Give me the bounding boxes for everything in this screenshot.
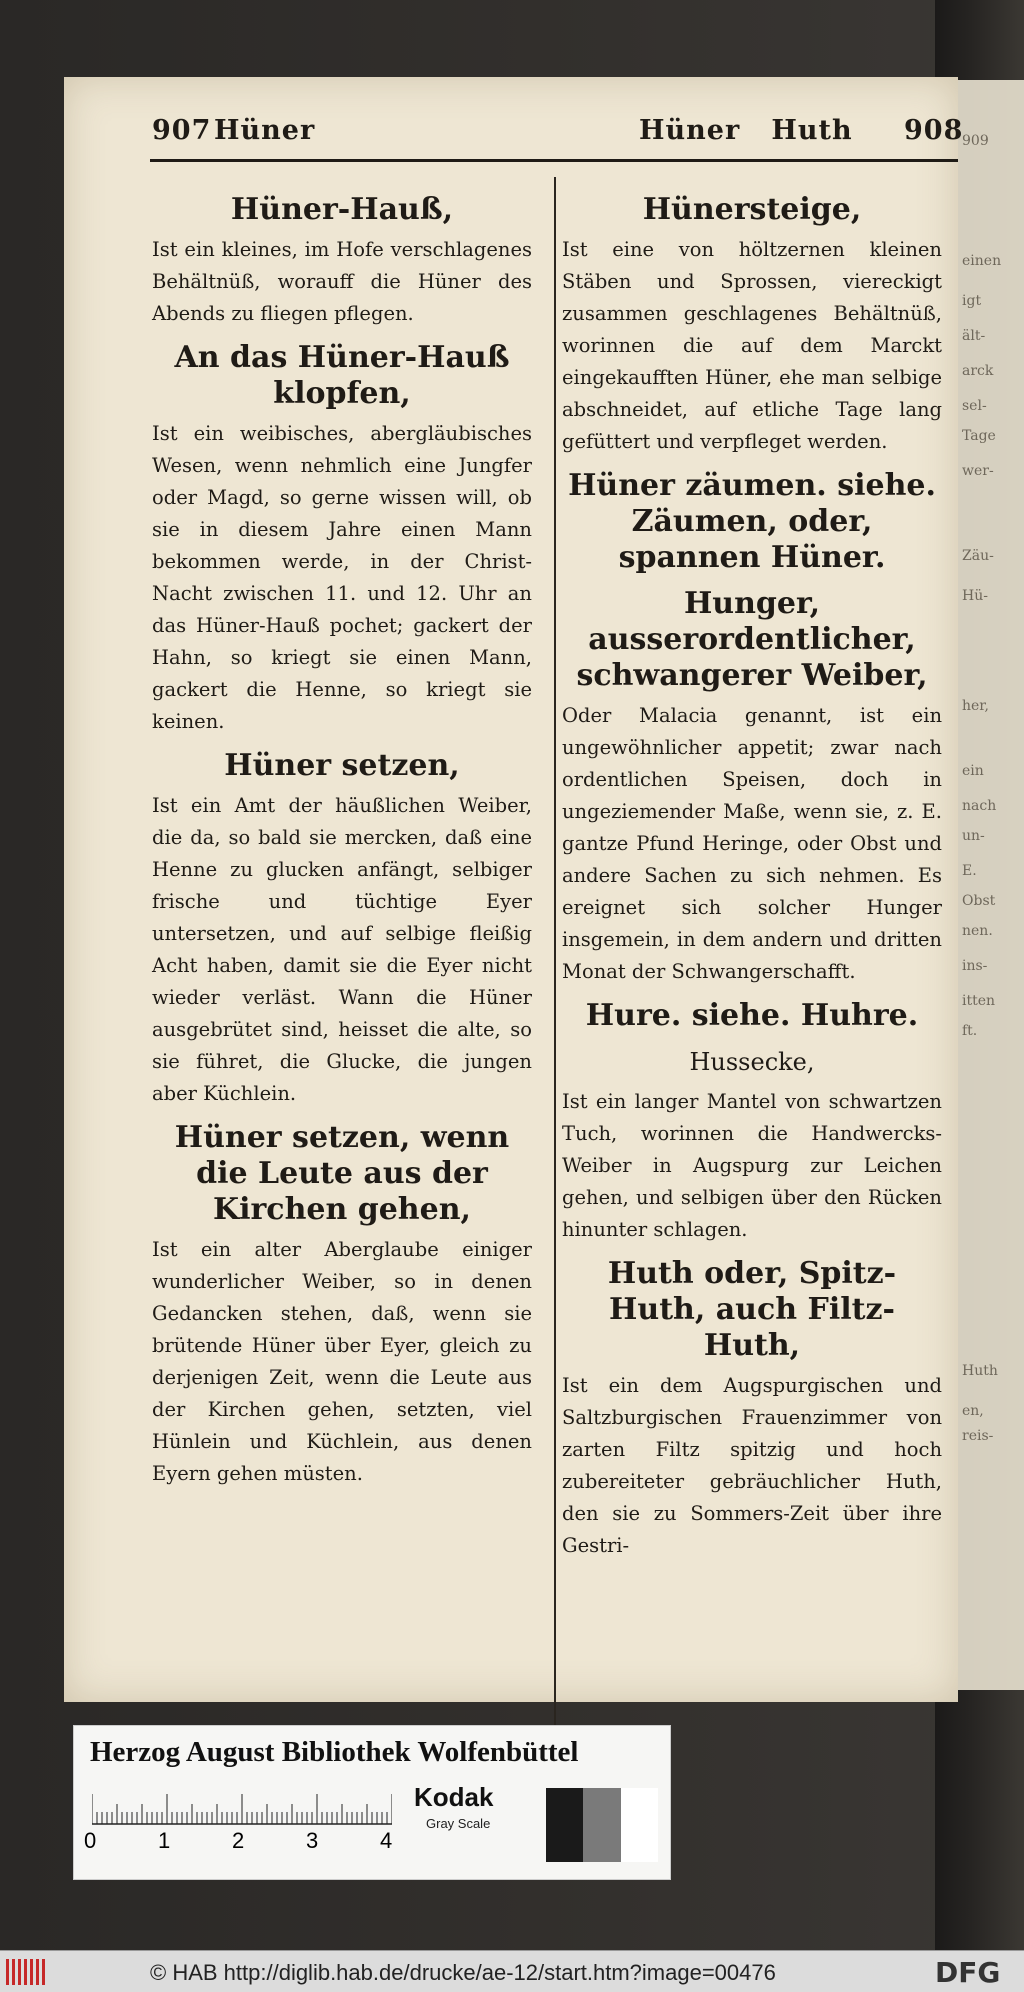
page-fragment: Hü- — [962, 588, 988, 604]
right-running-head: Hüner Huth — [639, 115, 853, 146]
library-color-target — [73, 1725, 671, 1880]
page-fragment: ins- — [962, 958, 988, 974]
page-fragment: Tage — [962, 428, 996, 444]
left-running-head: Hüner — [214, 115, 316, 146]
entry-text: Ist ein alter Aberglaube einiger wunderlicher Weiber, so in denen Gedancken stehen, daß, wenn sie brütende Hüner über Eyer, gleich zu derjenigen Zeit, wenn die Leute aus der Kirchen gehen, setzten, viel Hünlein und Küchlein, aus denen Eyern gehen müsten. — [152, 1238, 532, 1485]
ruler-scale — [92, 1786, 392, 1826]
page-fragment: Huth — [962, 1363, 998, 1379]
page-fragment: arck — [962, 363, 994, 379]
entry-heading: Hussecke, — [689, 1048, 815, 1076]
right-page-number: 908 — [904, 115, 964, 146]
page-fragment: en, — [962, 1403, 984, 1419]
book-page — [64, 77, 964, 1702]
swatch-black — [546, 1788, 583, 1862]
ruler-number: 1 — [158, 1828, 171, 1853]
page-fragment: ein — [962, 763, 984, 779]
page-fragment: her, — [962, 698, 989, 714]
gray-scale-label: Gray Scale — [426, 1816, 491, 1831]
entry-heading: Hure. siehe. Huhre. — [585, 998, 919, 1033]
header-rule — [150, 159, 958, 162]
entry-heading: Hünersteige, — [642, 192, 862, 227]
entry-heading: Hüner setzen, wenn die Leute aus der Kirchen gehen, — [174, 1120, 510, 1227]
entry-text: Ist ein weibisches, abergläubisches Wesen, wenn nehmlich eine Jungfer oder Magd, so gerne wissen will, ob sie in diesem Jahre einen Mann bekommen werde, in der Christ-Nacht zwischen 11. und 12. Uhr an das Hüner-Hauß pochet; gackert der Hahn, so kriegt sie einen Mann, gackert die Henne, so kriegt sie keinen. — [152, 422, 532, 733]
right-column — [562, 182, 942, 1568]
library-name: Herzog August Bibliothek Wolfenbüttel — [90, 1736, 579, 1768]
left-page-number: 907 — [152, 115, 212, 146]
entry-text: Ist eine von höltzernen kleinen Stäben und Sprossen, viereckigt zusammen geschlagenes Behältnüß, worinnen die auf dem Marckt eingekaufften Hüner, ehe man selbige abschneidet, auf etliche Tage lang gefüttert und verpfleget werden. — [562, 238, 942, 453]
page-fragment: igt — [962, 293, 982, 309]
kodak-brand: Kodak — [414, 1782, 494, 1812]
swatch-gray — [583, 1788, 620, 1862]
page-fragment: reis- — [962, 1428, 994, 1444]
entry-heading: Hüner setzen, — [224, 748, 460, 783]
footer-bar — [0, 1950, 1024, 1992]
column-divider — [554, 177, 556, 1737]
page-fragment: 909 — [962, 133, 989, 149]
entry-text: Ist ein Amt der häußlichen Weiber, die da, so bald sie mercken, daß eine Henne zu glucken anfängt, selbiger frische und tüchtige Eyer untersetzen, und auf selbige fleißig Acht haben, damit sie die Eyer nicht wieder verläst. Wann die Hüner ausgebrütet sind, heisset die alte, so sie führet, die Glucke, die jungen aber Küchlein. — [152, 794, 532, 1105]
entry-text: Ist ein langer Mantel von schwartzen Tuch, worinnen die Handwercks-Weiber in Augspurg zur Leichen gehen, und selbigen über den Rücken hinunter schlagen. — [562, 1090, 942, 1241]
entry-heading: Hüner-Hauß, — [230, 192, 454, 227]
entry-heading: Huth oder, Spitz-Huth, auch Filtz-Huth, — [607, 1256, 897, 1363]
footer-url[interactable]: © HAB http://diglib.hab.de/drucke/ae-12/start.htm?image=00476 — [150, 1960, 776, 1985]
gray-swatches — [546, 1788, 658, 1862]
entry-text: Ist ein kleines, im Hofe verschlagenes Behältnüß, worauff die Hüner des Abends zu fliegen pflegen. — [152, 238, 532, 325]
left-column — [152, 182, 532, 1496]
entry-heading: Hüner zäumen. siehe. Zäumen, oder, spannen Hüner. — [568, 468, 936, 575]
page-fragment: E. — [962, 863, 977, 879]
entry-text: Oder Malacia genannt, ist ein ungewöhnlicher appetit; zwar nach ordentlichen Speisen, doch in ungeziemender Maße, wenn sie, z. E. gantze Pfund Heringe, oder Obst und andere Sachen zu sich nehmen. Es ereignet sich solcher Hunger insgemein, in dem andern und dritten Monat der Schwangerschafft. — [562, 704, 942, 983]
page-fragment: Zäu- — [962, 548, 994, 564]
page-fragment: nen. — [962, 923, 993, 939]
swatch-white — [621, 1788, 658, 1862]
page-fragment: sel- — [962, 398, 987, 414]
page-fragment: nach — [962, 798, 997, 814]
page-fragment: einen — [962, 253, 1002, 269]
ruler-number: 2 — [232, 1828, 245, 1853]
page-fragment: wer- — [962, 463, 994, 479]
page-fragment: Obst — [962, 893, 996, 909]
page-fragment: ft. — [962, 1023, 978, 1039]
entry-heading: Hunger, ausserordentlicher, schwangerer Weiber, — [576, 586, 928, 693]
page-fragment: ält- — [962, 328, 986, 344]
page-fragment: itten — [962, 993, 996, 1009]
dfg-logo: DFG — [935, 1956, 1001, 1989]
page-fragment: un- — [962, 828, 985, 844]
hab-logo-icon — [6, 1959, 46, 1985]
ruler-number: 4 — [380, 1828, 393, 1853]
entry-heading: An das Hüner-Hauß klopfen, — [174, 340, 510, 411]
ruler-number: 0 — [84, 1828, 97, 1853]
entry-text: Ist ein dem Augspurgischen und Saltzburgischen Frauenzimmer von zarten Filtz spitzig und hoch zubereiteter gebräuchlicher Huth, den sie zu Sommers-Zeit über ihre Gestri- — [562, 1374, 942, 1557]
ruler-number: 3 — [306, 1828, 319, 1853]
